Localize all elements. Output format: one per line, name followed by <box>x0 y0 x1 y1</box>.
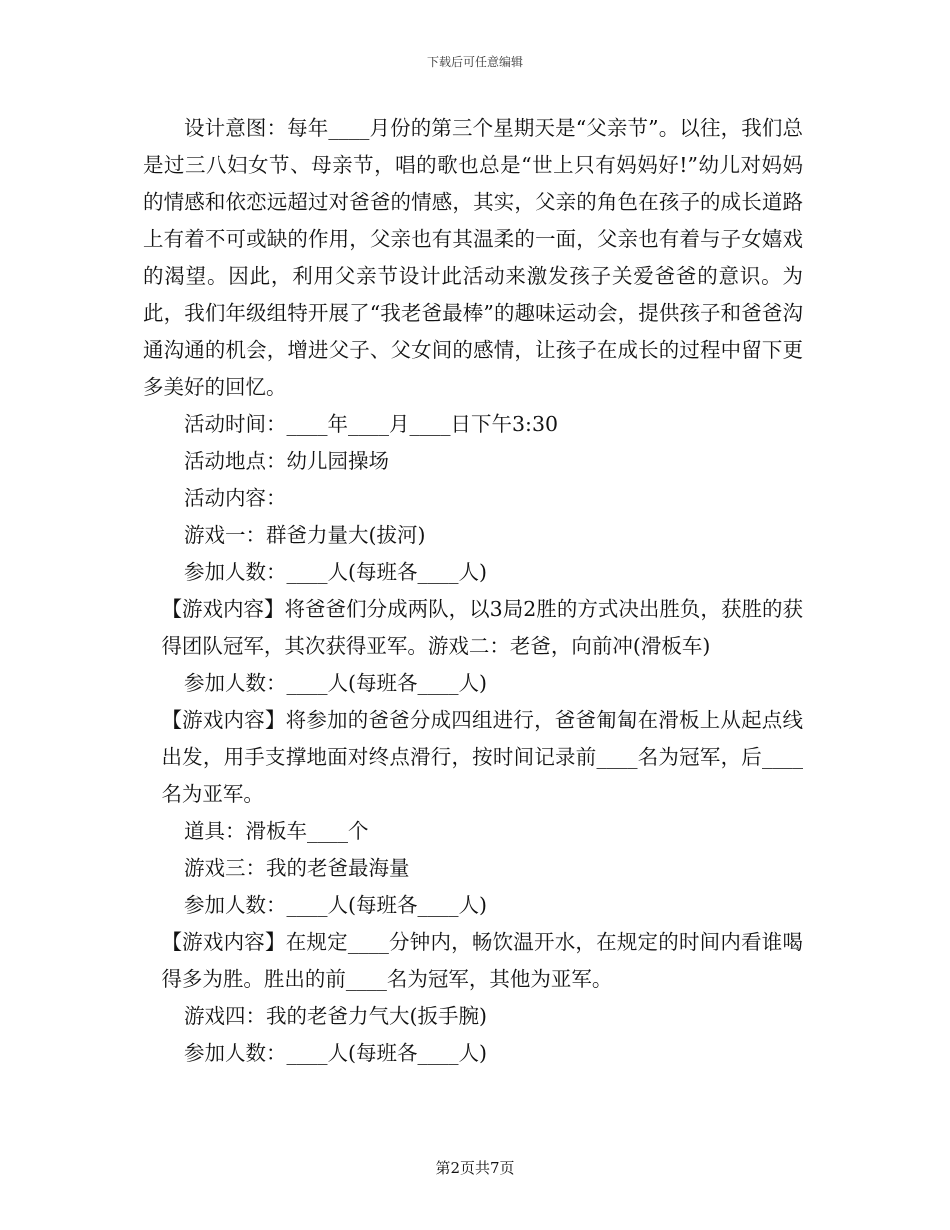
paragraph-game-2-content: 【游戏内容】将参加的爸爸分成四组进行，爸爸匍匐在滑板上从起点线出发，用手支撑地面对终点滑行，按时间记录前____名为冠军，后____名为亚军。 <box>161 708 803 806</box>
document-body <box>143 110 803 1072</box>
paragraph-game-3-participants: 参加人数：____人(每班各____人) <box>184 893 487 917</box>
paragraph-game-1-participants: 参加人数：____人(每班各____人) <box>184 560 487 584</box>
paragraph-game-1-title: 游戏一：群爸力量大(拔河) <box>184 523 426 547</box>
paragraph-game-4-participants: 参加人数：____人(每班各____人) <box>184 1041 487 1065</box>
paragraph-activity-time: 活动时间：____年____月____日下午3:30 <box>184 412 559 436</box>
page-footer: 第2页共7页 <box>435 1159 515 1177</box>
paragraph-game-2-participants: 参加人数：____人(每班各____人) <box>184 671 487 695</box>
paragraph-design-intent: 设计意图：每年____月份的第三个星期天是“父亲节”。以往，我们总是过三八妇女节、母亲节，唱的歌也总是“世上只有妈妈好!”幼儿对妈妈的情感和依恋远超过对爸爸的情感，其实，父亲的角色在孩子的成长道路上有着不可或缺的作用，父亲也有其温柔的一面，父亲也有着与子女嬉戏的渴望。因此，利用父亲节设计此活动来激发孩子关爱爸爸的意识。为此，我们年级组特开展了“我老爸最棒”的趣味运动会，提供孩子和爸爸沟通沟通的机会，增进父子、父女间的感情，让孩子在成长的过程中留下更多美好的回忆。 <box>143 116 803 399</box>
paragraph-game-2-props: 道具：滑板车____个 <box>184 819 369 843</box>
paragraph-activity-content: 活动内容： <box>184 486 287 510</box>
paragraph-game-3-title: 游戏三：我的老爸最海量 <box>184 856 410 880</box>
page-header: 下载后可任意编辑 <box>426 55 523 69</box>
paragraph-game-3-content: 【游戏内容】在规定____分钟内，畅饮温开水，在规定的时间内看谁喝得多为胜。胜出的前____名为冠军，其他为亚军。 <box>161 930 803 991</box>
paragraph-game-1-content: 【游戏内容】将爸爸们分成两队，以3局2胜的方式决出胜负，获胜的获得团队冠军，其次获得亚军。游戏二：老爸，向前冲(滑板车) <box>161 597 803 658</box>
paragraph-activity-location: 活动地点：幼儿园操场 <box>184 449 389 473</box>
paragraph-game-4-title: 游戏四：我的老爸力气大(扳手腕) <box>184 1004 487 1028</box>
